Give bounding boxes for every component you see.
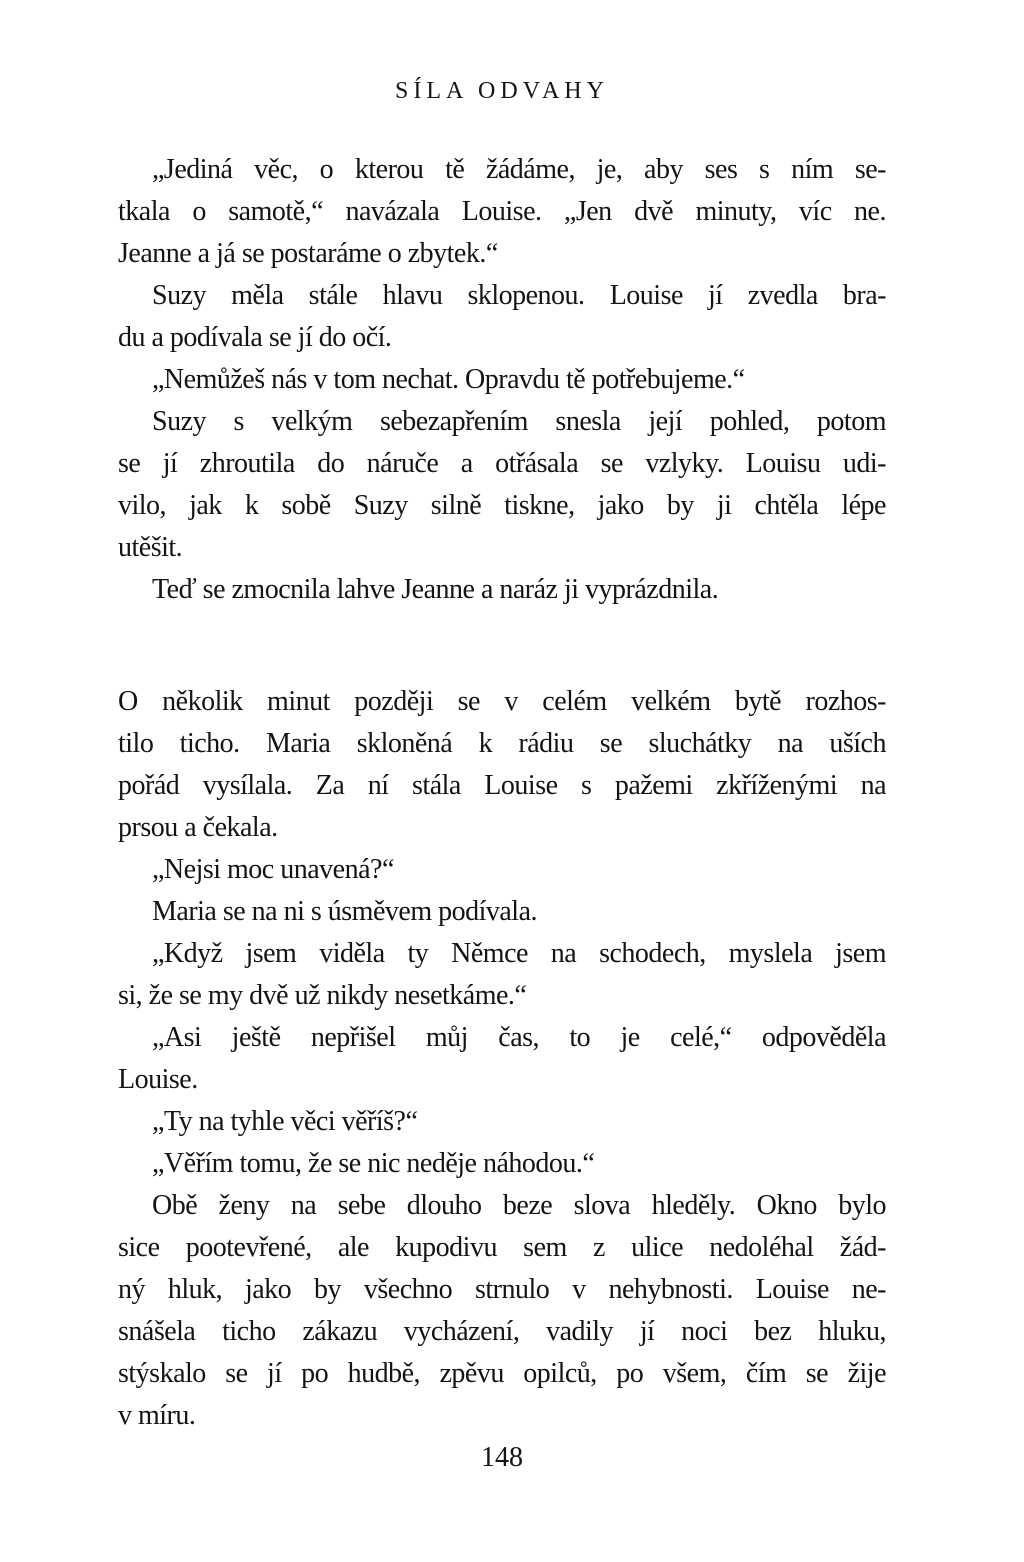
text-line: Suzy měla stále hlavu sklopenou. Louise jí zvedla bra- (152, 280, 886, 311)
text-line: Jeanne a já se postaráme o zbytek.“ (118, 238, 498, 269)
text-line: snášela ticho zákazu vycházení, vadily jí noci bez hluku, (118, 1316, 886, 1347)
text-line: Maria se na ni s úsměvem podívala. (152, 896, 538, 927)
paragraph (118, 1143, 886, 1185)
text-line: pořád vysílala. Za ní stála Louise s pažemi zkříženými na (118, 770, 886, 801)
text-line: „Nejsi moc unavená?“ (152, 854, 394, 885)
text-line: vilo, jak k sobě Suzy silně tiskne, jako by ji chtěla lépe (118, 490, 886, 521)
text-line: „Asi ještě nepřišel můj čas, to je celé,“ odpověděla (152, 1022, 886, 1053)
paragraph (118, 891, 886, 933)
page-header-title: SÍLA ODVAHY (395, 78, 609, 104)
text-line: tilo ticho. Maria skloněná k rádiu se sluchátky na uších (118, 728, 886, 759)
page-number: 148 (481, 1442, 523, 1473)
text-line: Suzy s velkým sebezapřením snesla její pohled, potom (152, 406, 886, 437)
text-line: tkala o samotě,“ navázala Louise. „Jen dvě minuty, víc ne. (118, 196, 886, 227)
text-line: si, že se my dvě už nikdy nesetkáme.“ (118, 980, 527, 1011)
text-line: „Věřím tomu, že se nic neděje náhodou.“ (152, 1148, 595, 1179)
paragraph (118, 359, 886, 401)
text-line: se jí zhroutila do náruče a otřásala se vzlyky. Louisu udi- (118, 448, 886, 479)
paragraph (118, 1101, 886, 1143)
paragraph (118, 1017, 886, 1101)
text-line: prsou a čekala. (118, 812, 278, 843)
paragraph (118, 681, 886, 849)
text-line: ný hluk, jako by všechno strnulo v nehybnosti. Louise ne- (118, 1274, 886, 1305)
text-line: utěšit. (118, 532, 183, 563)
text-line: O několik minut později se v celém velkém bytě rozhos- (118, 686, 886, 717)
text-line: v míru. (118, 1400, 196, 1431)
page-text (118, 149, 886, 1437)
paragraph (118, 1185, 886, 1437)
text-line: Teď se zmocnila lahve Jeanne a naráz ji vyprázdnila. (152, 574, 719, 605)
text-line: „Když jsem viděla ty Němce na schodech, myslela jsem (152, 938, 886, 969)
text-line: Obě ženy na sebe dlouho beze slova hleděly. Okno bylo (152, 1190, 886, 1221)
paragraph (118, 569, 886, 611)
text-line: sice pootevřené, ale kupodivu sem z ulice nedoléhal žád- (118, 1232, 886, 1263)
paragraph (118, 149, 886, 275)
text-line: „Jediná věc, o kterou tě žádáme, je, aby ses s ním se- (152, 154, 886, 185)
text-line: du a podívala se jí do očí. (118, 322, 392, 353)
paragraph (118, 401, 886, 569)
text-line: „Nemůžeš nás v tom nechat. Opravdu tě potřebujeme.“ (152, 364, 745, 395)
paragraph (118, 275, 886, 359)
text-line: stýskalo se jí po hudbě, zpěvu opilců, po všem, čím se žije (118, 1358, 886, 1389)
paragraph (118, 933, 886, 1017)
text-line: „Ty na tyhle věci věříš?“ (152, 1106, 418, 1137)
paragraph (118, 849, 886, 891)
text-line: Louise. (118, 1064, 198, 1095)
